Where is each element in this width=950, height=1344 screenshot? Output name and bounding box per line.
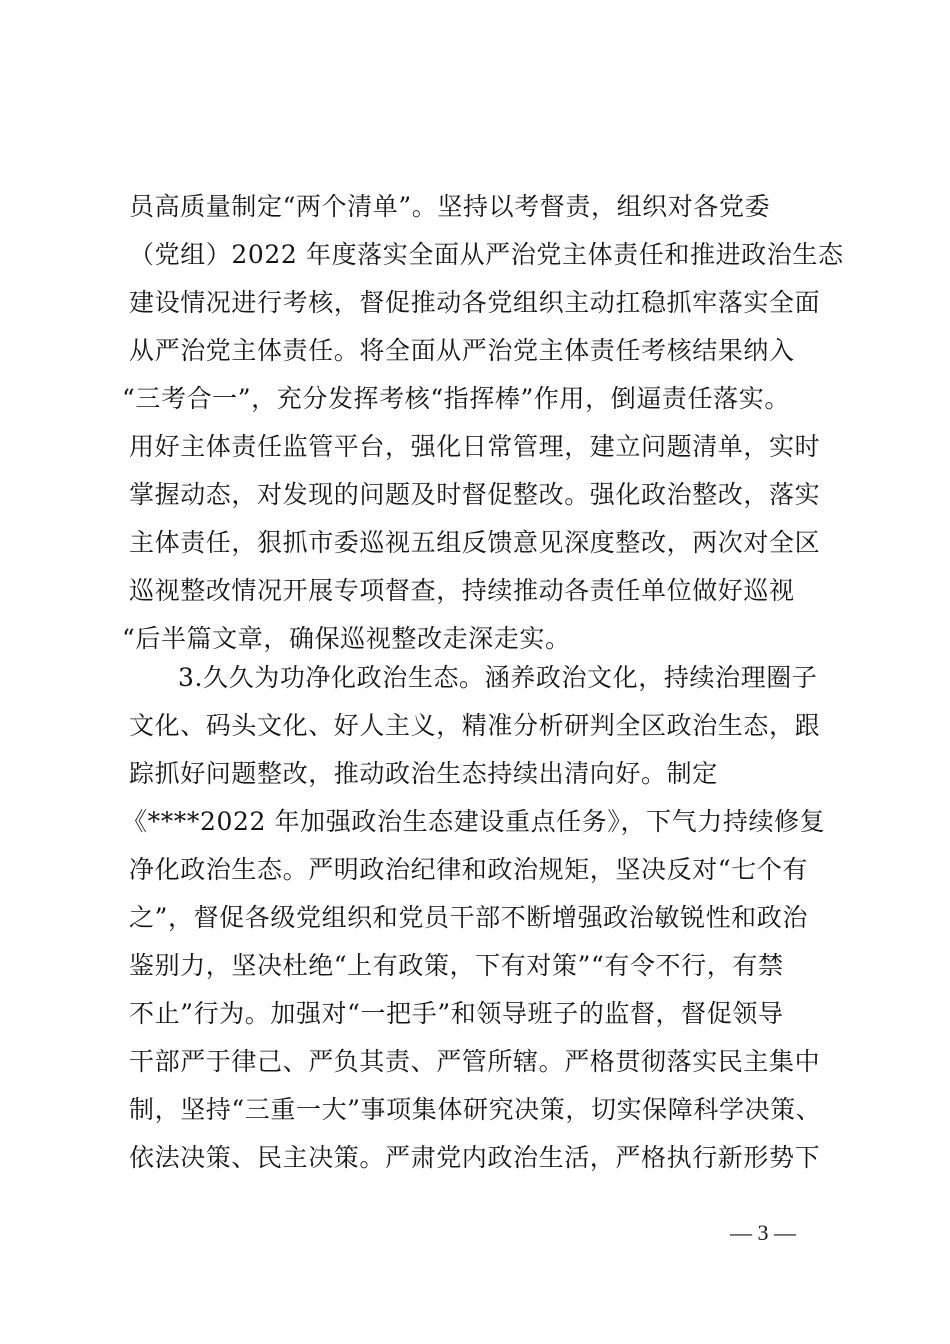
text-line: 文化、码头文化、好人主义，精准分析研判全区政治生态，跟 bbox=[129, 711, 821, 740]
text-line: 巡视整改情况开展专项督查，持续推动各责任单位做好巡视 bbox=[129, 576, 795, 605]
text-line: 依法决策、民主决策。严肃党内政治生活，严格执行新形势下 bbox=[129, 1143, 821, 1172]
text-line: “三考合一”，充分发挥考核“指挥棒”作用，倒逼责任落实。 bbox=[122, 384, 790, 413]
text-line: 建设情况进行考核，督促推动各党组织主动扛稳抓牢落实全面 bbox=[129, 288, 821, 317]
section-heading-line: 3.久久为功净化政治生态。涵养政治文化，持续治理圈子 bbox=[178, 663, 818, 692]
text-line: 净化政治生态。严明政治纪律和政治规矩，坚决反对“七个有 bbox=[129, 855, 808, 884]
text-line: 制，坚持“三重一大”事项集体研究决策，切实保障科学决策、 bbox=[129, 1095, 822, 1124]
text-line: 员高质量制定“两个清单”。坚持以考督责，组织对各党委 bbox=[129, 192, 771, 221]
text-line: 从严治党主体责任。将全面从严治党主体责任考核结果纳入 bbox=[129, 336, 795, 365]
text-line: 干部严于律己、严负其责、严管所辖。严格贯彻落实民主集中 bbox=[129, 1047, 821, 1076]
text-line: 主体责任，狠抓市委巡视五组反馈意见深度整改，两次对全区 bbox=[129, 528, 821, 557]
text-line: “后半篇文章，确保巡视整改走深走实。 bbox=[122, 624, 571, 653]
page-number: — 3 — bbox=[730, 1220, 796, 1245]
text-line: 用好主体责任监管平台，强化日常管理，建立问题清单，实时 bbox=[129, 432, 821, 461]
text-line: 掌握动态，对发现的问题及时督促整改。强化政治整改，落实 bbox=[129, 480, 821, 509]
text-line: （党组）2022 年度落实全面从严治党主体责任和推进政治生态 bbox=[129, 240, 844, 269]
text-line: 《****2022 年加强政治生态建设重点任务》，下气力持续修复 bbox=[122, 807, 826, 836]
text-line: 踪抓好问题整改，推动政治生态持续出清向好。制定 bbox=[129, 759, 718, 788]
text-line: 不止”行为。加强对“一把手”和领导班子的监督，督促领导 bbox=[129, 999, 784, 1028]
text-line: 鉴别力，坚决杜绝“上有政策，下有对策”“有令不行，有禁 bbox=[129, 951, 784, 980]
text-line: 之”，督促各级党组织和党员干部不断增强政治敏锐性和政治 bbox=[129, 903, 808, 932]
